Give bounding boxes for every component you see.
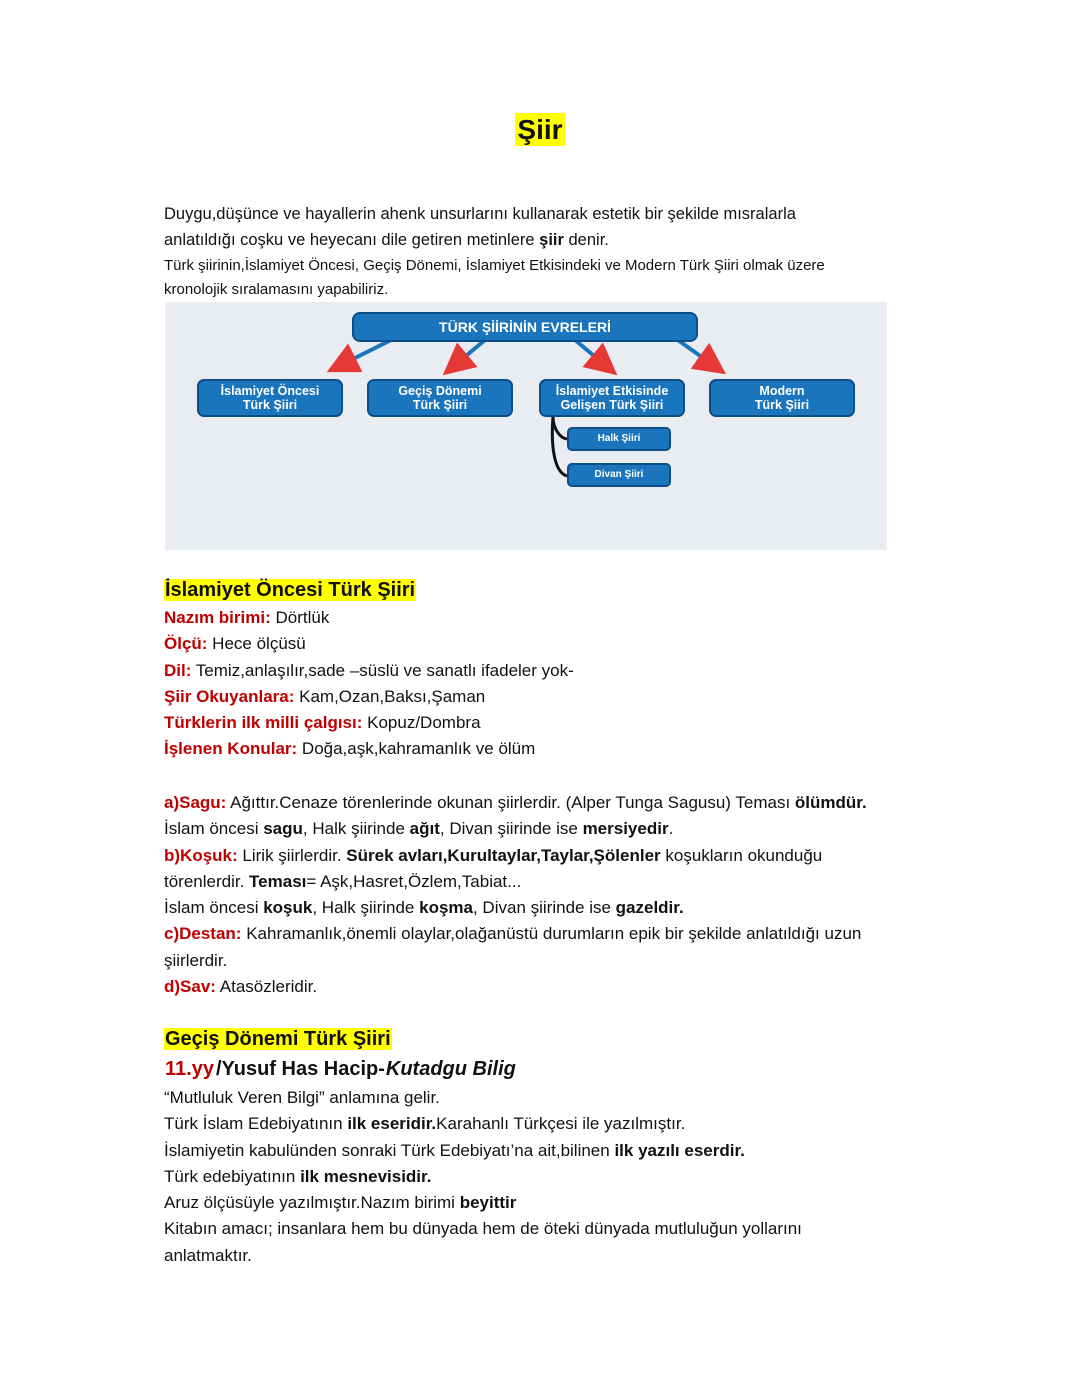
branch-line-halk [553,417,567,439]
arrow-3 [575,340,605,365]
section1-types [164,790,984,1000]
stages-diagram [165,302,887,550]
arrow-2 [455,340,485,365]
kosuk-line3: İslam öncesi koşuk, Halk şiirinde koşma, Divan şiirinde ise gazeldir. [164,898,684,918]
section1-properties [164,605,984,763]
page-title: Şiir [517,114,563,145]
intro-text: Duygu,düşünce ve hayallerin ahenk unsurlarını kullanarak estetik bir şekilde mısralarla anlatıldığı coşku ve heyecanı dile getiren metinlere şiir denir. [164,205,796,249]
diagram-title: TÜRK ŞİİRİNİN EVRELERİ [352,312,698,342]
section2-subheading: 11.yy /Yusuf Has Hacip-Kutadgu Bilig [165,1058,516,1080]
node-modern: Modern Türk Şiiri [709,379,855,417]
sagu-line2: İslam öncesi sagu, Halk şiirinde ağıt, Divan şiirinde ise mersiyedir. [164,819,674,839]
property-row: Türklerin ilk milli çalgısı: Kopuz/Dombra [164,713,481,733]
property-row: Şiir Okuyanlara: Kam,Ozan,Baksı,Şaman [164,686,486,706]
subnode-divan-siiri: Divan Şiiri [567,463,671,487]
section-heading-islamiyet-oncesi: İslamiyet Öncesi Türk Şiiri [165,579,416,601]
section2-body: “Mutluluk Veren Bilgi” anlamına gelir. Türk İslam Edebiyatının ilk eseridir.Karahanlı Türkçesi ile yazılmıştır. İslamiyetin kabulünden sonraki Türk Edebiyatı’na ait,bilinen ilk yazılı eserdir. Türk edebiyatının ilk mesnevisidir. Aruz ölçüsüyle yazılmıştır.Nazım birimi beyittir Kitabın amacı; insanlara hem bu dünyada hem de öteki dünyada mutluluğun yollarını anlatmaktır. [164,1088,802,1265]
node-islamiyet-etkisinde: İslamiyet Etkisinde Gelişen Türk Şiiri [539,379,685,417]
kosuk-line1: b)Koşuk: Lirik şiirlerdir. Sürek avları,Kurultaylar,Taylar,Şölenler koşukların okunduğu [164,845,823,865]
node-islamiyet-oncesi: İslamiyet Öncesi Türk Şiiri [197,379,343,417]
property-row: İşlenen Konular: Doğa,aşk,kahramanlık ve ölüm [164,739,536,759]
property-row: Nazım birimi: Dörtlük [164,608,330,627]
intro-chronology: Türk şiirinin,İslamiyet Öncesi, Geçiş Dönemi, İslamiyet Etkisindeki ve Modern Türk Şiiri olmak üzere kronolojik sıralamasını yapabiliriz. [164,257,825,298]
property-row: Ölçü: Hece ölçüsü [164,634,306,654]
sav-line: d)Sav: Atasözleridir. [164,977,318,997]
destan-line2: şiirlerdir. [164,950,228,970]
section-heading-gecis-donemi: Geçiş Dönemi Türk Şiiri [165,1028,391,1050]
arrow-4 [675,338,713,365]
kosuk-line2: törenlerdir. Teması= Aşk,Hasret,Özlem,Tabiat... [164,871,522,891]
node-gecis-donemi: Geçiş Dönemi Türk Şiiri [367,379,513,417]
subnode-halk-siiri: Halk Şiiri [567,427,671,451]
sagu-line1: a)Sagu: Ağıttır.Cenaze törenlerinde okunan şiirlerdir. (Alper Tunga Sagusu) Teması ölümdür. [164,793,867,812]
destan-line1: c)Destan: Kahramanlık,önemli olaylar,olağanüstü durumların epik bir şekilde anlatıldığı uzun [164,924,862,944]
property-row: Dil: Temiz,anlaşılır,sade –süslü ve sanatlı ifadeler yok- [164,660,574,680]
arrow-1 [341,338,395,365]
